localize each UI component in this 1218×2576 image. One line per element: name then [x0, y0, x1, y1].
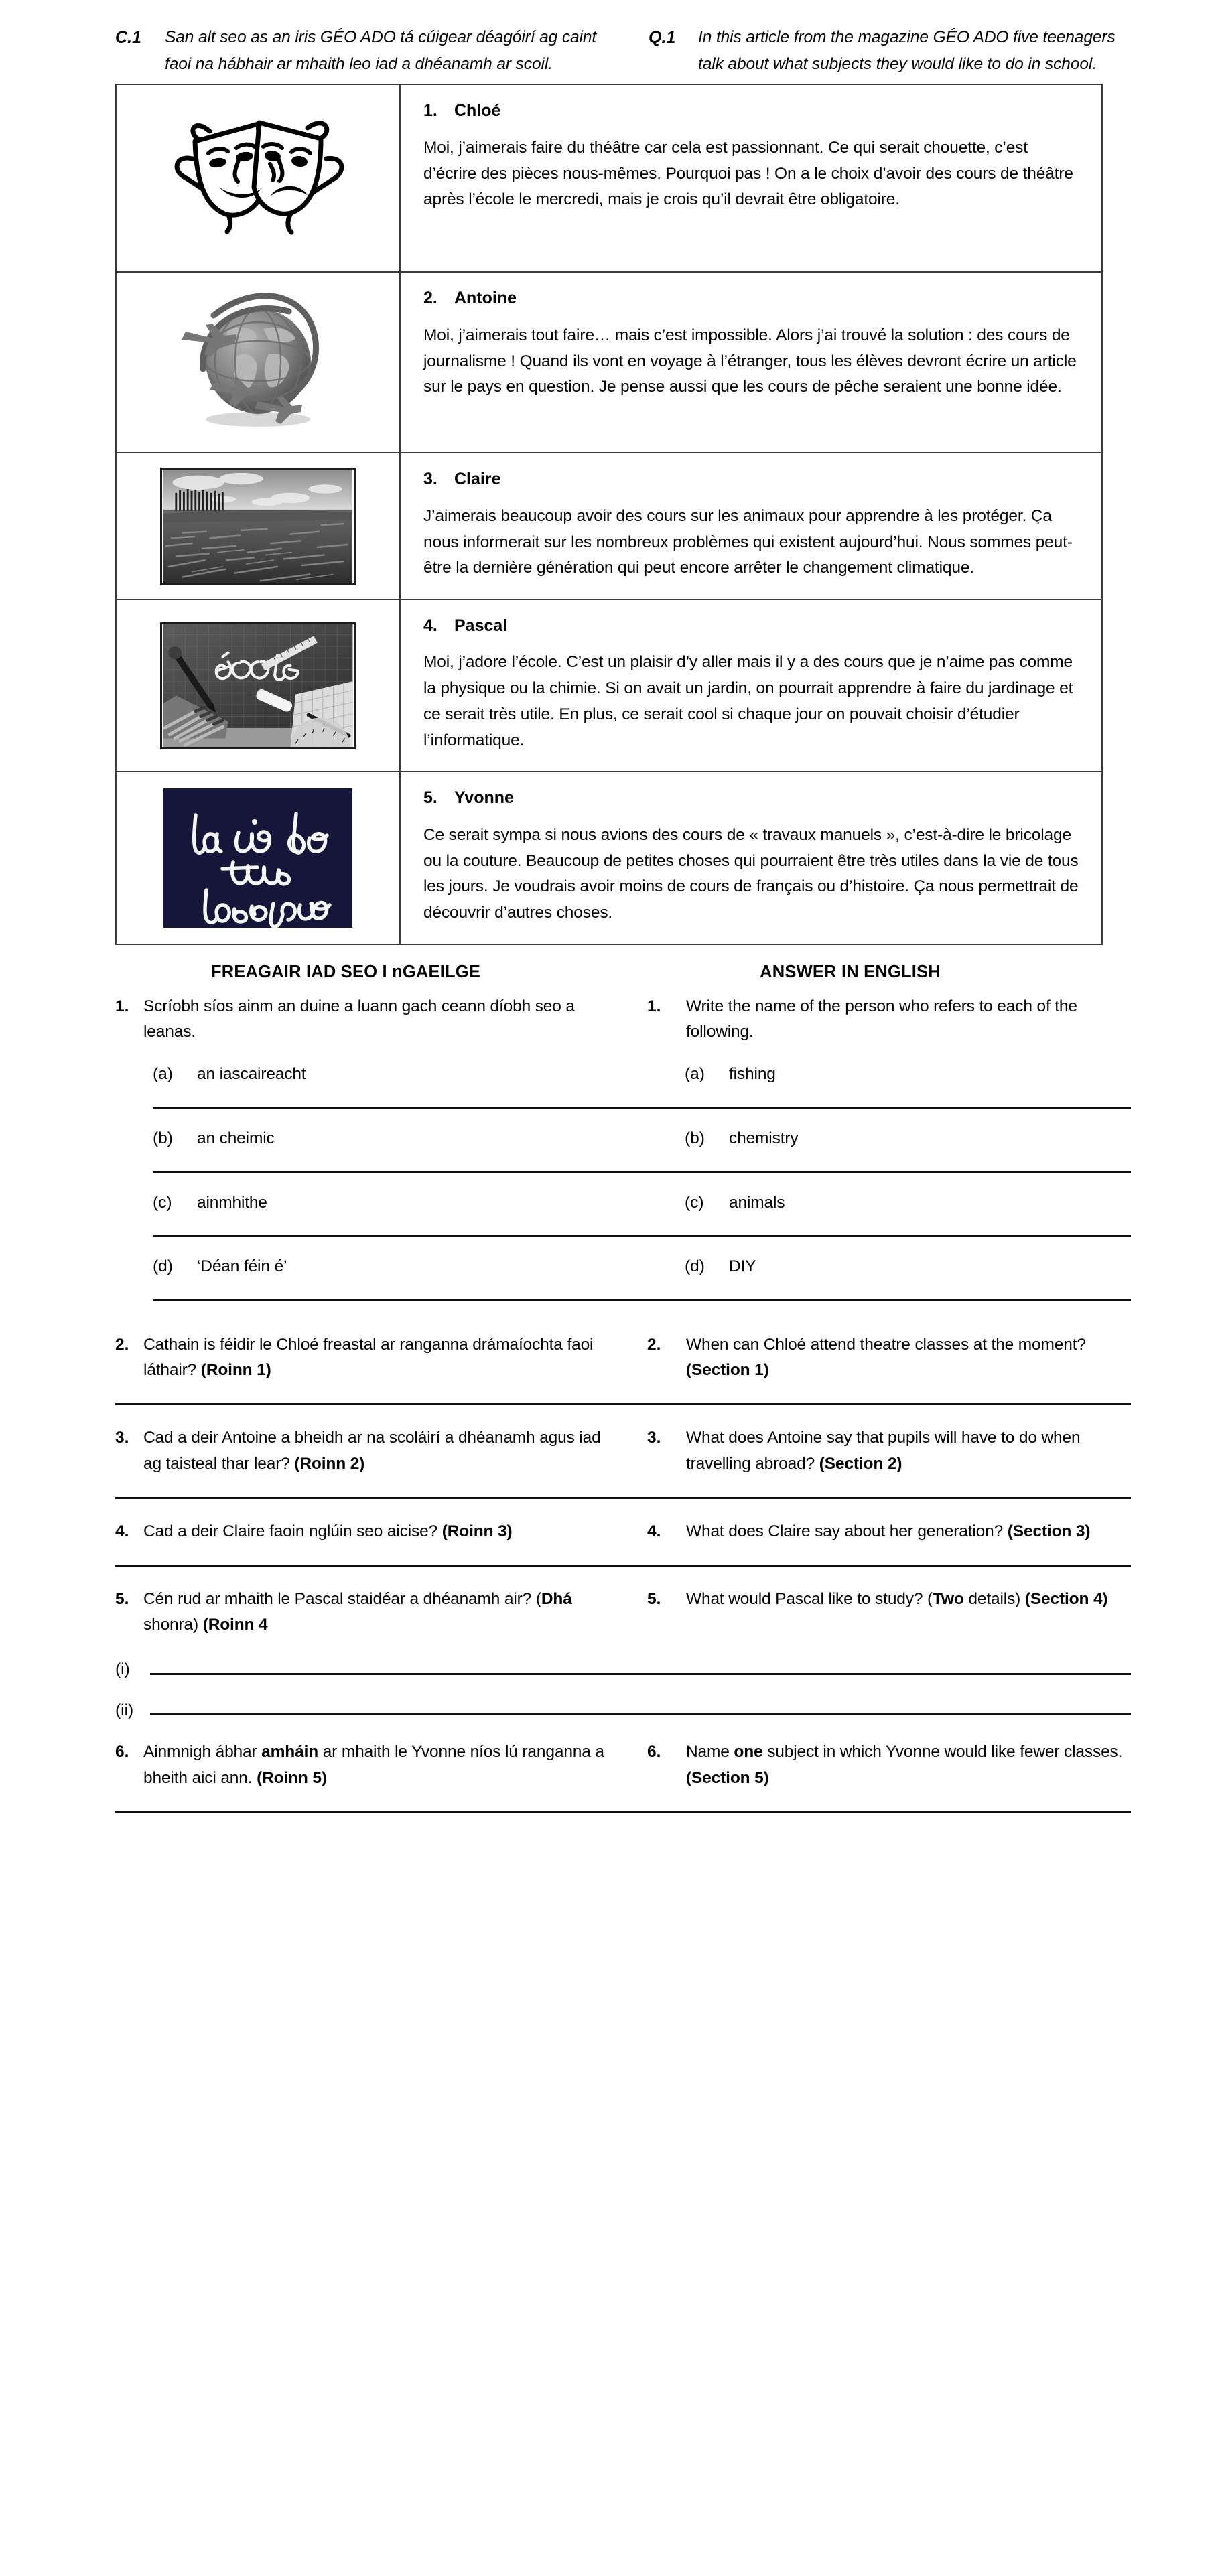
- question-text: Scríobh síos ainm an duine a luann gach ceann díobh seo a leanas.: [143, 997, 575, 1041]
- subitem-text: fishing: [729, 1065, 776, 1084]
- person-paragraph: Ce serait sympa si nous avions des cours de « travaux manuels », c’est-à-dire le bricolage ou la couture. Beaucoup de petites choses qui pourraient être très utiles dans la vie de tous les jours. Je voudrais avoir moins de cours de français ou d’histoire. Ça nous permettrait de découvrir d’autres choses.: [423, 825, 1079, 922]
- person-heading: [423, 100, 1079, 122]
- person-name: Yvonne: [454, 788, 514, 808]
- question-text: Ainmnigh ábhar amháin ar mhaith le Yvonne níos lú ranganna a bheith aici ann. (Roinn 5): [143, 1743, 604, 1787]
- question-text: Cén rud ar mhaith le Pascal staidéar a dhéanamh air? (Dhá shonra) (Roinn 4: [143, 1590, 572, 1634]
- question-number: 4.: [647, 1522, 661, 1541]
- subitem-text: DIY: [729, 1257, 756, 1276]
- answer-line[interactable]: [150, 1673, 1131, 1675]
- answer-line[interactable]: [153, 1107, 1131, 1109]
- article-text-cell: [401, 85, 1101, 271]
- question-text: What does Claire say about her generation? (Section 3): [686, 1522, 1091, 1541]
- answers-section: [0, 962, 1218, 1840]
- heading-english: ANSWER IN ENGLISH: [760, 962, 941, 981]
- person-paragraph: Moi, j’adore l’école. C’est un plaisir d’y aller mais il y a des cours que je n’aime pas comme la physique ou la chimie. Si on avait un jardin, on pourrait apprendre à faire du jardinage et ce serait très utile. En plus, ce serait cool si chaque jour on pouvait choisir d’étudier l’informatique.: [423, 653, 1073, 749]
- subitem-text: ‘Déan féin é’: [197, 1257, 287, 1276]
- article-text-cell: [401, 600, 1101, 771]
- roman-label: (i): [115, 1660, 130, 1678]
- table-row: [117, 453, 1101, 600]
- question-number: 6.: [647, 1743, 661, 1762]
- subitem-text: animals: [729, 1193, 785, 1212]
- question-number: 4.: [115, 1522, 129, 1541]
- subitem-text: an cheimic: [197, 1129, 275, 1147]
- article-image-cell: [117, 85, 401, 271]
- article-image-cell: [117, 772, 401, 943]
- subitem-text: ainmhithe: [197, 1193, 267, 1212]
- person-number: 5.: [423, 788, 437, 808]
- instruction-text-irish: San alt seo as an iris GÉO ADO tá cúigear déagóirí ag caint faoi na hábhair ar mhaith leo iad a dhéanamh ar scoil.: [165, 28, 597, 73]
- question-4-irish: [115, 1519, 623, 1545]
- article-image-cell: [117, 453, 401, 599]
- answer-line[interactable]: [153, 1171, 1131, 1173]
- question-6-irish: [115, 1739, 623, 1790]
- table-row: [117, 772, 1101, 943]
- question-number: 3.: [115, 1429, 129, 1447]
- person-name: Chloé: [454, 101, 501, 121]
- instruction-english: [623, 24, 1131, 77]
- question-text: Cathain is féidir le Chloé freastal ar ranganna drámaíochta faoi láthair? (Roinn 1): [143, 1336, 594, 1380]
- subitem-english: [623, 1062, 1131, 1087]
- person-number: 4.: [423, 616, 437, 635]
- question-2: [115, 1332, 1131, 1383]
- question-3-english: [623, 1425, 1131, 1476]
- table-row: [117, 600, 1101, 772]
- article-text-cell: [401, 453, 1101, 599]
- globe-with-airplanes-icon: [157, 282, 358, 443]
- article-text-cell: [401, 772, 1101, 943]
- person-heading: [423, 287, 1079, 309]
- person-paragraph: Moi, j’aimerais faire du théâtre car cela est passionnant. Ce qui serait chouette, c’est d’écrire des pièces nous-mêmes. Pourquoi pas ! On a le choix d’avoir des cours de théâtre après l’école le mercredi, mais je crois qu’il devrait être obligatoire.: [423, 138, 1073, 209]
- subitem-label: (d): [685, 1257, 705, 1276]
- question-4-english: [623, 1519, 1131, 1545]
- ecole-chalkboard-desk-icon: [160, 622, 356, 749]
- question-code-english: Q.1: [649, 28, 676, 47]
- question-text: Name one subject in which Yvonne would like fewer classes. (Section 5): [686, 1743, 1123, 1787]
- answer-line[interactable]: [115, 1811, 1131, 1813]
- question-1-item-d: [115, 1255, 1131, 1279]
- question-3-irish: [115, 1425, 623, 1476]
- question-text: Cad a deir Claire faoin nglúin seo aicise? (Roinn 3): [143, 1522, 513, 1541]
- person-name: Pascal: [454, 616, 508, 635]
- person-heading: [423, 615, 1079, 637]
- answer-language-headings: [115, 962, 1131, 982]
- question-text: When can Chloé attend theatre classes at the moment? (Section 1): [686, 1336, 1086, 1380]
- instruction-text-english: In this article from the magazine GÉO ADO five teenagers talk about what subjects they would like to do in school.: [698, 28, 1115, 73]
- question-5-english: [623, 1587, 1131, 1638]
- subitem-label: (d): [153, 1257, 173, 1276]
- question-text: Write the name of the person who refers to each of the following.: [686, 997, 1077, 1041]
- question-5-answer-i: [115, 1661, 1131, 1679]
- person-number: 1.: [423, 101, 437, 121]
- heading-irish: FREAGAIR IAD SEO I nGAEILGE: [210, 962, 481, 981]
- question-3: [115, 1425, 1131, 1476]
- person-number: 3.: [423, 470, 437, 489]
- question-number: 1.: [115, 997, 129, 1015]
- question-number: 3.: [647, 1429, 661, 1447]
- subitem-label: (a): [685, 1065, 705, 1084]
- question-1-english: [623, 994, 1131, 1045]
- subitem-label: (a): [153, 1065, 173, 1084]
- question-number: 1.: [647, 997, 661, 1015]
- person-name: Claire: [454, 470, 501, 489]
- question-1-item-c: [115, 1191, 1131, 1216]
- person-heading: [423, 787, 1079, 809]
- person-name: Antoine: [454, 289, 517, 308]
- subitem-english: [623, 1127, 1131, 1151]
- answer-line[interactable]: [150, 1713, 1131, 1715]
- article-text-cell: [401, 273, 1101, 452]
- person-number: 2.: [423, 289, 437, 308]
- instruction-header: [0, 0, 1218, 84]
- answer-line[interactable]: [153, 1235, 1131, 1237]
- question-number: 6.: [115, 1743, 129, 1762]
- question-number: 5.: [115, 1590, 129, 1609]
- subitem-text: an iascaireacht: [197, 1065, 306, 1084]
- question-2-english: [623, 1332, 1131, 1383]
- la-vie-de-tous-les-jours-sign-icon: [163, 788, 352, 928]
- question-1-irish: [115, 994, 623, 1045]
- subitem-irish: [115, 1127, 623, 1151]
- subitem-text: chemistry: [729, 1129, 799, 1147]
- question-text: What would Pascal like to study? (Two details) (Section 4): [686, 1590, 1108, 1609]
- roman-label: (ii): [115, 1701, 134, 1719]
- subitem-irish: [115, 1255, 623, 1279]
- subitem-label: (b): [153, 1129, 173, 1147]
- question-code-irish: C.1: [115, 28, 141, 47]
- subitem-label: (c): [153, 1193, 172, 1212]
- theatre-masks-icon: [157, 94, 358, 262]
- question-text: Cad a deir Antoine a bheidh ar na scoláirí a dhéanamh agus iad ag taisteal thar lear? (Roinn 2): [143, 1429, 601, 1473]
- question-number: 2.: [115, 1336, 129, 1354]
- subitem-english: [623, 1191, 1131, 1216]
- question-text: What does Antoine say that pupils will have to do when travelling abroad? (Section 2): [686, 1429, 1081, 1473]
- question-4: [115, 1519, 1131, 1545]
- article-image-cell: [117, 273, 401, 452]
- question-1-item-a: [115, 1062, 1131, 1087]
- question-6: [115, 1739, 1131, 1790]
- question-5-irish: [115, 1587, 623, 1638]
- subitem-label: (c): [685, 1193, 704, 1212]
- person-heading: [423, 468, 1079, 490]
- question-5: [115, 1587, 1131, 1638]
- person-paragraph: J’aimerais beaucoup avoir des cours sur les animaux pour apprendre à les protéger. Ça nous informerait sur les nombreux problèmes qui existent aujourd’hui. Nous sommes peut-être la dernière génération qui peut encore arrêter le changement climatique.: [423, 506, 1073, 577]
- question-6-english: [623, 1739, 1131, 1790]
- question-number: 2.: [647, 1336, 661, 1354]
- deforestation-photo-icon: [160, 468, 356, 585]
- article-table: [115, 84, 1103, 944]
- subitem-irish: [115, 1062, 623, 1087]
- article-image-cell: [117, 600, 401, 771]
- question-1-item-b: [115, 1127, 1131, 1151]
- subitem-english: [623, 1255, 1131, 1279]
- subitem-irish: [115, 1191, 623, 1216]
- person-paragraph: Moi, j’aimerais tout faire… mais c’est impossible. Alors j’ai trouvé la solution : des cours de journalisme ! Quand ils vont en voyage à l’étranger, tous les élèves devront écrire un article sur le pays en question. Je pense aussi que les cours de pêche seraient une bonne idée.: [423, 326, 1077, 397]
- question-1: [115, 994, 1131, 1045]
- table-row: [117, 273, 1101, 453]
- instruction-irish: [115, 24, 623, 77]
- question-number: 5.: [647, 1590, 661, 1609]
- question-2-irish: [115, 1332, 623, 1383]
- table-row: [117, 85, 1101, 273]
- subitem-label: (b): [685, 1129, 705, 1147]
- question-5-answer-ii: [115, 1702, 1131, 1720]
